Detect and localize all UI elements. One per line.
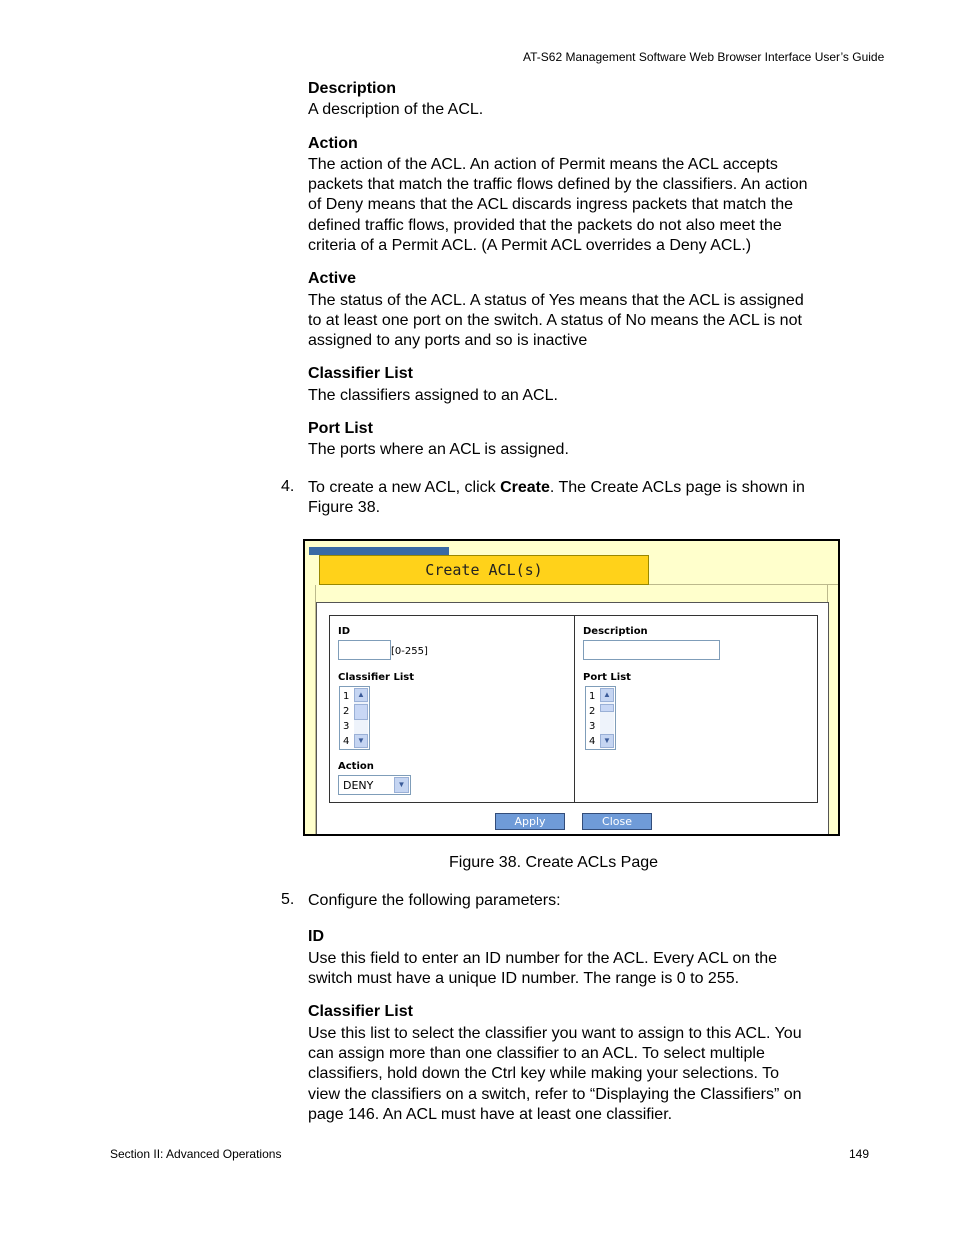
list-option[interactable]: 2: [343, 706, 350, 717]
scrollbar[interactable]: [600, 688, 614, 748]
create-acl-form: [316, 602, 829, 836]
port-list-label: Port List: [583, 672, 631, 683]
text-line: The status of the ACL. A status of Yes means that the ACL is assigned: [308, 292, 804, 309]
definition-description: A description of the ACL.: [308, 101, 484, 118]
description-label: Description: [583, 626, 648, 637]
scroll-up-icon[interactable]: ▲: [600, 688, 614, 702]
create-acls-figure: [303, 539, 840, 836]
list-option[interactable]: 4: [343, 736, 350, 747]
id-label: ID: [338, 626, 351, 637]
step-5-text: Configure the following parameters:: [308, 892, 561, 909]
list-option[interactable]: 4: [589, 736, 596, 747]
term-port-list: Port List: [308, 420, 373, 437]
text-line: defined traffic flows, provided that the packets do not also meet the: [308, 216, 782, 234]
action-value: DENY: [343, 779, 374, 792]
term-action: Action: [308, 135, 358, 152]
text-run: To create a new ACL, click: [308, 479, 501, 496]
term-id: ID: [308, 928, 324, 945]
term-classifier-list-param: Classifier List: [308, 1003, 413, 1020]
text-line: of Deny means that the ACL discards ingress packets that match the: [308, 196, 793, 214]
list-option[interactable]: 1: [343, 691, 350, 702]
action-dropdown[interactable]: [338, 775, 411, 795]
text-line: packets that match the traffic flows defined by the classifiers. An action: [308, 176, 808, 194]
form-fields-panel: [329, 615, 818, 803]
definition-classifier-list: The classifiers assigned to an ACL.: [308, 387, 558, 404]
text-line: [308, 478, 848, 498]
id-range-hint: [0-255]: [391, 646, 428, 657]
list-option[interactable]: 2: [589, 706, 596, 717]
figure-caption: Figure 38. Create ACLs Page: [449, 854, 659, 871]
scroll-down-icon[interactable]: ▼: [354, 734, 368, 748]
term-description: Description: [308, 80, 397, 97]
classifier-list-label: Classifier List: [338, 672, 414, 683]
text-line: switch must have a unique ID number. The range is 0 to 255.: [308, 970, 740, 988]
scroll-thumb[interactable]: [354, 704, 368, 720]
definition-classifier-list-param: [308, 1024, 848, 1125]
scroll-up-icon[interactable]: ▲: [354, 688, 368, 702]
tab-strip: [309, 547, 449, 555]
term-active: Active: [308, 270, 357, 287]
text-line: Figure 38.: [308, 499, 381, 517]
definition-port-list: The ports where an ACL is assigned.: [308, 441, 569, 458]
text-line: to at least one port on the switch. A status of No means the ACL is not: [308, 312, 802, 330]
description-input[interactable]: [583, 640, 720, 660]
running-header: AT-S62 Management Software Web Browser Interface User’s Guide: [523, 50, 885, 64]
classifier-list-select[interactable]: [339, 686, 370, 750]
step-number: 4.: [281, 478, 295, 495]
definition-active: [308, 291, 848, 352]
page-number: 149: [849, 1147, 870, 1161]
page-title-bar: Create ACL(s): [319, 555, 649, 585]
scroll-thumb[interactable]: [600, 704, 614, 712]
close-button[interactable]: Close: [582, 813, 652, 830]
step-number: 5.: [281, 891, 295, 908]
scrollbar[interactable]: [354, 688, 368, 748]
column-divider: [574, 616, 575, 802]
text-run: . The Create ACLs page is shown in: [549, 479, 805, 496]
list-option[interactable]: 1: [589, 691, 596, 702]
text-line: assigned to any ports and so is inactive: [308, 332, 588, 350]
create-emphasis: Create: [500, 479, 550, 496]
footer-section: Section II: Advanced Operations: [110, 1147, 282, 1161]
list-option[interactable]: 3: [589, 721, 596, 732]
text-line: criteria of a Permit ACL. (A Permit ACL overrides a Deny ACL.): [308, 236, 752, 254]
action-label: Action: [338, 761, 374, 772]
definition-action: [308, 155, 848, 256]
step-4-text: [308, 478, 848, 518]
id-input[interactable]: [338, 640, 391, 660]
chevron-down-icon[interactable]: ▼: [394, 777, 409, 793]
definition-id: [308, 949, 848, 989]
port-list-select[interactable]: [585, 686, 616, 750]
text-line: view the classifiers on a switch, refer to “Displaying the Classifiers” on: [308, 1085, 802, 1103]
apply-button[interactable]: Apply: [495, 813, 565, 830]
text-line: Use this list to select the classifier you want to assign to this ACL. You: [308, 1025, 802, 1042]
divider: [649, 584, 839, 585]
text-line: Use this field to enter an ID number for the ACL. Every ACL on the: [308, 950, 777, 967]
text-line: classifiers, hold down the Ctrl key while making your selections. To: [308, 1065, 780, 1083]
text-line: page 146. An ACL must have at least one classifier.: [308, 1105, 673, 1123]
text-line: can assign more than one classifier to an ACL. To select multiple: [308, 1045, 765, 1063]
list-option[interactable]: 3: [343, 721, 350, 732]
text-line: The action of the ACL. An action of Permit means the ACL accepts: [308, 156, 778, 173]
scroll-down-icon[interactable]: ▼: [600, 734, 614, 748]
term-classifier-list: Classifier List: [308, 365, 413, 382]
